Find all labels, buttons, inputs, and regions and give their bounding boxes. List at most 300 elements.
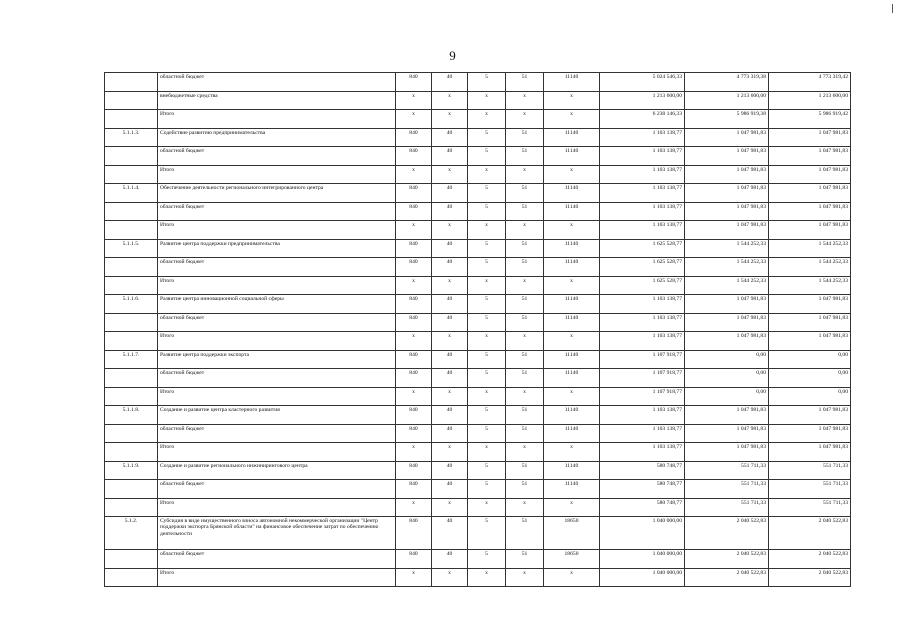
- row-number-cell: [105, 313, 158, 332]
- code-cell: 40: [432, 128, 468, 147]
- amount-cell: 1 047 981,83: [685, 313, 769, 332]
- code-cell: 5: [468, 461, 506, 480]
- amount-cell: 1 040 000,00: [600, 550, 685, 569]
- amount-cell: 1 103 138,77: [600, 443, 685, 462]
- amount-cell: 2 040 522,83: [769, 550, 851, 569]
- amount-cell: 1 047 981,83: [769, 406, 851, 425]
- code-cell: 5: [468, 313, 506, 332]
- code-cell: х: [468, 568, 506, 587]
- amount-cell: 1 047 981,83: [769, 443, 851, 462]
- code-cell: х: [544, 91, 600, 110]
- code-cell: х: [432, 498, 468, 517]
- row-number-cell: [105, 443, 158, 462]
- code-cell: х: [544, 110, 600, 129]
- amount-cell: 1 047 981,83: [685, 202, 769, 221]
- amount-cell: 1 047 981,83: [685, 406, 769, 425]
- amount-cell: 1 544 252,33: [769, 258, 851, 277]
- row-name-cell: областной бюджет: [158, 73, 396, 92]
- amount-cell: 1 047 981,83: [769, 184, 851, 203]
- code-cell: 5: [468, 295, 506, 314]
- row-name-cell: областной бюджет: [158, 480, 396, 499]
- amount-cell: 1 544 252,33: [685, 239, 769, 258]
- table-row: [105, 110, 851, 129]
- code-cell: 840: [396, 313, 432, 332]
- table-row: [105, 498, 851, 517]
- code-cell: 51: [506, 369, 544, 388]
- code-cell: 40: [432, 406, 468, 425]
- amount-cell: 1 213 600,00: [685, 91, 769, 110]
- amount-cell: 0,00: [685, 350, 769, 369]
- code-cell: 40: [432, 369, 468, 388]
- code-cell: 51: [506, 184, 544, 203]
- code-cell: х: [506, 568, 544, 587]
- code-cell: 40: [432, 147, 468, 166]
- code-cell: 40: [432, 202, 468, 221]
- amount-cell: 1 047 981,83: [769, 332, 851, 351]
- code-cell: 51: [506, 424, 544, 443]
- budget-table-body: [105, 73, 851, 587]
- code-cell: х: [396, 443, 432, 462]
- code-cell: 40: [432, 295, 468, 314]
- code-cell: х: [396, 91, 432, 110]
- code-cell: 840: [396, 517, 432, 550]
- row-number-cell: 5.1.2.: [105, 517, 158, 550]
- row-number-cell: 5.1.1.7.: [105, 350, 158, 369]
- amount-cell: 0,00: [769, 387, 851, 406]
- amount-cell: 1 047 981,83: [685, 332, 769, 351]
- code-cell: 40: [432, 313, 468, 332]
- code-cell: 11140: [544, 202, 600, 221]
- amount-cell: 6 238 146,33: [600, 110, 685, 129]
- row-number-cell: [105, 369, 158, 388]
- code-cell: х: [506, 91, 544, 110]
- row-name-cell: Развитие центра инновационной социальной сферы: [158, 295, 396, 314]
- code-cell: 51: [506, 73, 544, 92]
- code-cell: 840: [396, 202, 432, 221]
- code-cell: х: [396, 387, 432, 406]
- row-name-cell: областной бюджет: [158, 369, 396, 388]
- row-name-cell: Итого: [158, 443, 396, 462]
- row-number-cell: 5.1.1.4.: [105, 184, 158, 203]
- code-cell: х: [506, 387, 544, 406]
- code-cell: 840: [396, 480, 432, 499]
- amount-cell: 0,00: [685, 369, 769, 388]
- table-row: [105, 91, 851, 110]
- code-cell: 11140: [544, 369, 600, 388]
- code-cell: 51: [506, 313, 544, 332]
- amount-cell: 0,00: [769, 350, 851, 369]
- row-name-cell: Создание и развитие центра кластерного развития: [158, 406, 396, 425]
- amount-cell: 1 213 600,00: [769, 91, 851, 110]
- table-row: [105, 568, 851, 587]
- code-cell: х: [544, 165, 600, 184]
- code-cell: 5: [468, 424, 506, 443]
- code-cell: х: [544, 568, 600, 587]
- amount-cell: 551 711,33: [769, 498, 851, 517]
- row-number-cell: [105, 276, 158, 295]
- amount-cell: 1 107 918,77: [600, 369, 685, 388]
- amount-cell: 1 047 981,83: [769, 424, 851, 443]
- amount-cell: 1 047 981,83: [769, 295, 851, 314]
- code-cell: х: [396, 165, 432, 184]
- amount-cell: 1 040 000,00: [600, 568, 685, 587]
- table-row: [105, 461, 851, 480]
- table-row: [105, 369, 851, 388]
- page-number: 9: [449, 48, 456, 63]
- amount-cell: 1 103 138,77: [600, 406, 685, 425]
- table-row: [105, 239, 851, 258]
- code-cell: 840: [396, 147, 432, 166]
- table-row: [105, 424, 851, 443]
- amount-cell: 1 103 138,77: [600, 184, 685, 203]
- code-cell: х: [432, 387, 468, 406]
- amount-cell: 4 773 319,42: [769, 73, 851, 92]
- code-cell: 840: [396, 184, 432, 203]
- row-number-cell: [105, 110, 158, 129]
- scan-edge-mark: [892, 4, 893, 13]
- code-cell: 5: [468, 350, 506, 369]
- code-cell: х: [432, 276, 468, 295]
- amount-cell: 2 040 522,83: [685, 517, 769, 550]
- table-row: [105, 517, 851, 550]
- amount-cell: 551 711,33: [685, 461, 769, 480]
- amount-cell: 1 047 981,83: [769, 221, 851, 240]
- row-number-cell: [105, 550, 158, 569]
- row-number-cell: 5.1.1.6.: [105, 295, 158, 314]
- code-cell: 11140: [544, 424, 600, 443]
- code-cell: 40: [432, 258, 468, 277]
- code-cell: х: [506, 443, 544, 462]
- row-name-cell: Итого: [158, 110, 396, 129]
- table-row: [105, 202, 851, 221]
- amount-cell: 1 103 138,77: [600, 313, 685, 332]
- code-cell: 51: [506, 202, 544, 221]
- code-cell: 40: [432, 480, 468, 499]
- code-cell: х: [468, 276, 506, 295]
- row-number-cell: [105, 165, 158, 184]
- amount-cell: 1 625 528,77: [600, 276, 685, 295]
- row-name-cell: Итого: [158, 221, 396, 240]
- table-row: [105, 295, 851, 314]
- code-cell: х: [468, 498, 506, 517]
- table-row: [105, 276, 851, 295]
- code-cell: 18650: [544, 550, 600, 569]
- row-name-cell: областной бюджет: [158, 313, 396, 332]
- code-cell: 11140: [544, 239, 600, 258]
- code-cell: 5: [468, 73, 506, 92]
- code-cell: х: [432, 221, 468, 240]
- code-cell: 18650: [544, 517, 600, 550]
- amount-cell: 1 213 600,00: [600, 91, 685, 110]
- code-cell: х: [544, 276, 600, 295]
- table-row: [105, 350, 851, 369]
- row-name-cell: Итого: [158, 568, 396, 587]
- code-cell: 11140: [544, 73, 600, 92]
- table-row: [105, 443, 851, 462]
- table-row: [105, 128, 851, 147]
- table-row: [105, 147, 851, 166]
- code-cell: х: [506, 221, 544, 240]
- amount-cell: 1 107 918,77: [600, 350, 685, 369]
- code-cell: х: [544, 221, 600, 240]
- table-row: [105, 480, 851, 499]
- amount-cell: 1 103 138,77: [600, 202, 685, 221]
- code-cell: х: [396, 110, 432, 129]
- code-cell: х: [468, 443, 506, 462]
- amount-cell: 580 748,77: [600, 480, 685, 499]
- amount-cell: 1 047 981,83: [685, 184, 769, 203]
- code-cell: х: [396, 221, 432, 240]
- amount-cell: 1 625 528,77: [600, 258, 685, 277]
- code-cell: х: [396, 568, 432, 587]
- amount-cell: 1 047 981,83: [685, 165, 769, 184]
- row-number-cell: [105, 387, 158, 406]
- amount-cell: 4 773 319,38: [685, 73, 769, 92]
- row-name-cell: Обеспечение деятельности регионального интегрированного центра: [158, 184, 396, 203]
- code-cell: 51: [506, 239, 544, 258]
- row-number-cell: [105, 568, 158, 587]
- code-cell: 40: [432, 517, 468, 550]
- code-cell: 40: [432, 461, 468, 480]
- code-cell: 840: [396, 550, 432, 569]
- code-cell: 840: [396, 258, 432, 277]
- code-cell: х: [544, 498, 600, 517]
- code-cell: х: [506, 276, 544, 295]
- row-name-cell: Содействие развитию предпринимательства: [158, 128, 396, 147]
- row-number-cell: 5.1.1.9.: [105, 461, 158, 480]
- code-cell: х: [544, 332, 600, 351]
- amount-cell: 551 711,33: [685, 498, 769, 517]
- row-name-cell: областной бюджет: [158, 202, 396, 221]
- code-cell: х: [468, 332, 506, 351]
- amount-cell: 1 047 981,83: [769, 313, 851, 332]
- amount-cell: 1 103 138,77: [600, 147, 685, 166]
- code-cell: 51: [506, 517, 544, 550]
- code-cell: 840: [396, 295, 432, 314]
- amount-cell: 0,00: [685, 387, 769, 406]
- code-cell: 840: [396, 128, 432, 147]
- code-cell: х: [396, 332, 432, 351]
- code-cell: 11140: [544, 406, 600, 425]
- amount-cell: 1 103 138,77: [600, 221, 685, 240]
- row-number-cell: [105, 498, 158, 517]
- code-cell: 51: [506, 350, 544, 369]
- table-row: [105, 258, 851, 277]
- amount-cell: 1 040 000,00: [600, 517, 685, 550]
- row-number-cell: [105, 332, 158, 351]
- code-cell: 5: [468, 147, 506, 166]
- row-name-cell: внебюджетные средства: [158, 91, 396, 110]
- code-cell: х: [506, 332, 544, 351]
- code-cell: х: [396, 276, 432, 295]
- code-cell: х: [432, 110, 468, 129]
- amount-cell: 1 544 252,33: [685, 276, 769, 295]
- code-cell: 5: [468, 258, 506, 277]
- row-name-cell: Итого: [158, 165, 396, 184]
- code-cell: х: [468, 110, 506, 129]
- table-row: [105, 73, 851, 92]
- row-name-cell: Развитие центра поддержки предпринимательства: [158, 239, 396, 258]
- amount-cell: 1 047 981,83: [685, 443, 769, 462]
- code-cell: 5: [468, 184, 506, 203]
- amount-cell: 2 040 522,83: [769, 517, 851, 550]
- amount-cell: 1 047 981,83: [769, 128, 851, 147]
- code-cell: х: [468, 91, 506, 110]
- code-cell: 5: [468, 128, 506, 147]
- amount-cell: 5 024 546,33: [600, 73, 685, 92]
- row-number-cell: [105, 424, 158, 443]
- code-cell: 840: [396, 461, 432, 480]
- code-cell: х: [468, 387, 506, 406]
- amount-cell: 1 047 981,83: [769, 147, 851, 166]
- code-cell: 51: [506, 406, 544, 425]
- code-cell: х: [506, 110, 544, 129]
- code-cell: 5: [468, 239, 506, 258]
- row-number-cell: [105, 258, 158, 277]
- amount-cell: 0,00: [769, 369, 851, 388]
- row-name-cell: областной бюджет: [158, 550, 396, 569]
- code-cell: х: [432, 443, 468, 462]
- budget-table: [104, 72, 851, 587]
- amount-cell: 1 544 252,33: [685, 258, 769, 277]
- code-cell: х: [396, 498, 432, 517]
- code-cell: х: [432, 91, 468, 110]
- row-number-cell: [105, 221, 158, 240]
- code-cell: 40: [432, 350, 468, 369]
- table-row: [105, 550, 851, 569]
- code-cell: 11140: [544, 295, 600, 314]
- amount-cell: 2 040 522,83: [685, 568, 769, 587]
- code-cell: 11140: [544, 258, 600, 277]
- amount-cell: 580 748,77: [600, 498, 685, 517]
- row-name-cell: Итого: [158, 276, 396, 295]
- amount-cell: 580 748,77: [600, 461, 685, 480]
- code-cell: 5: [468, 517, 506, 550]
- code-cell: 11140: [544, 350, 600, 369]
- code-cell: 51: [506, 258, 544, 277]
- code-cell: х: [544, 443, 600, 462]
- code-cell: х: [468, 221, 506, 240]
- amount-cell: 1 103 138,77: [600, 332, 685, 351]
- amount-cell: 1 544 252,33: [769, 239, 851, 258]
- code-cell: х: [506, 498, 544, 517]
- row-number-cell: [105, 480, 158, 499]
- row-name-cell: областной бюджет: [158, 147, 396, 166]
- code-cell: 51: [506, 147, 544, 166]
- code-cell: 840: [396, 369, 432, 388]
- row-name-cell: Итого: [158, 387, 396, 406]
- code-cell: 40: [432, 73, 468, 92]
- table-row: [105, 313, 851, 332]
- row-number-cell: [105, 73, 158, 92]
- amount-cell: 1 047 981,83: [685, 128, 769, 147]
- row-number-cell: [105, 147, 158, 166]
- table-row: [105, 387, 851, 406]
- amount-cell: 1 103 138,77: [600, 424, 685, 443]
- code-cell: 51: [506, 461, 544, 480]
- amount-cell: 551 711,33: [769, 461, 851, 480]
- amount-cell: 1 047 981,83: [685, 147, 769, 166]
- code-cell: 5: [468, 406, 506, 425]
- code-cell: 840: [396, 239, 432, 258]
- row-number-cell: 5.1.1.8.: [105, 406, 158, 425]
- row-name-cell: Создание и развитие регионального инжинирингового центра: [158, 461, 396, 480]
- code-cell: 840: [396, 424, 432, 443]
- amount-cell: 551 711,33: [685, 480, 769, 499]
- row-number-cell: [105, 202, 158, 221]
- table-row: [105, 165, 851, 184]
- code-cell: 840: [396, 406, 432, 425]
- amount-cell: 1 047 981,83: [685, 424, 769, 443]
- amount-cell: 5 986 919,42: [769, 110, 851, 129]
- amount-cell: 1 103 138,77: [600, 165, 685, 184]
- row-name-cell: Итого: [158, 332, 396, 351]
- amount-cell: 1 625 528,77: [600, 239, 685, 258]
- table-row: [105, 221, 851, 240]
- code-cell: 11140: [544, 147, 600, 166]
- amount-cell: 1 047 981,83: [685, 221, 769, 240]
- code-cell: х: [432, 568, 468, 587]
- row-number-cell: 5.1.1.5.: [105, 239, 158, 258]
- code-cell: 51: [506, 550, 544, 569]
- table-row: [105, 406, 851, 425]
- code-cell: 40: [432, 550, 468, 569]
- row-number-cell: [105, 91, 158, 110]
- row-name-cell: Развитие центра поддержки экспорта: [158, 350, 396, 369]
- row-name-cell: Итого: [158, 498, 396, 517]
- row-number-cell: 5.1.1.3.: [105, 128, 158, 147]
- code-cell: 840: [396, 350, 432, 369]
- amount-cell: 1 103 138,77: [600, 128, 685, 147]
- code-cell: 840: [396, 73, 432, 92]
- amount-cell: 551 711,33: [769, 480, 851, 499]
- code-cell: 11140: [544, 313, 600, 332]
- row-name-cell: областной бюджет: [158, 258, 396, 277]
- code-cell: х: [544, 387, 600, 406]
- code-cell: 11140: [544, 184, 600, 203]
- code-cell: 11140: [544, 480, 600, 499]
- row-name-cell: областной бюджет: [158, 424, 396, 443]
- table-row: [105, 332, 851, 351]
- code-cell: 40: [432, 184, 468, 203]
- code-cell: х: [432, 165, 468, 184]
- code-cell: 5: [468, 369, 506, 388]
- amount-cell: 1 047 981,83: [685, 295, 769, 314]
- code-cell: 51: [506, 295, 544, 314]
- code-cell: 40: [432, 424, 468, 443]
- amount-cell: 1 544 252,33: [769, 276, 851, 295]
- row-name-cell: Субсидия в виде имущественного взноса автономной некоммерческой организации "Центр поддержки экспорта Брянской области" на финансовое обеспечение затрат по обеспечению деятельности: [158, 517, 396, 550]
- code-cell: 51: [506, 128, 544, 147]
- amount-cell: 1 047 981,83: [769, 165, 851, 184]
- table-row: [105, 184, 851, 203]
- amount-cell: 1 107 918,77: [600, 387, 685, 406]
- code-cell: х: [468, 165, 506, 184]
- code-cell: 51: [506, 480, 544, 499]
- code-cell: 5: [468, 480, 506, 499]
- code-cell: 5: [468, 202, 506, 221]
- amount-cell: 2 040 522,83: [685, 550, 769, 569]
- code-cell: 11140: [544, 128, 600, 147]
- amount-cell: 1 047 981,83: [769, 202, 851, 221]
- amount-cell: 2 040 522,83: [769, 568, 851, 587]
- code-cell: 40: [432, 239, 468, 258]
- code-cell: х: [506, 165, 544, 184]
- amount-cell: 1 103 138,77: [600, 295, 685, 314]
- code-cell: 11140: [544, 461, 600, 480]
- amount-cell: 5 986 919,38: [685, 110, 769, 129]
- code-cell: х: [432, 332, 468, 351]
